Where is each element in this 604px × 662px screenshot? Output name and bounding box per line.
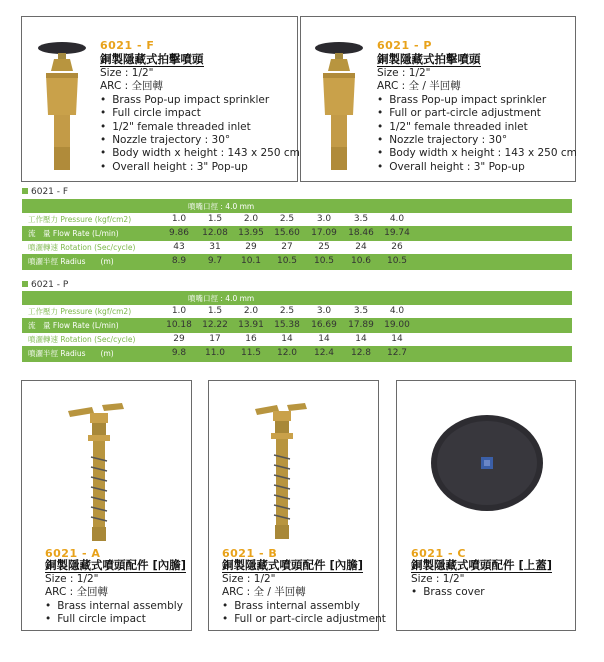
green-square-icon — [22, 188, 28, 194]
product-title: 銅製隱藏式噴頭配件 [內膽] — [45, 558, 187, 572]
table-cell: 1.5 — [207, 214, 223, 224]
table-cell: 17 — [209, 334, 221, 344]
table-cell: 13.91 — [238, 320, 264, 330]
feature-bullet: • Body width x height : 143 x 250 cm — [100, 147, 300, 160]
table-cell: 26 — [391, 242, 403, 252]
table-cell: 11.5 — [240, 348, 262, 358]
table-cell: 43 — [173, 242, 185, 252]
feature-bullet: • Brass Pop-up impact sprinkler — [100, 94, 300, 107]
product-title: 銅製隱藏式拍擊噴頭 — [377, 52, 481, 66]
table-cell: 24 — [355, 242, 367, 252]
size-line: Size : 1/2" — [377, 67, 431, 79]
table-cell: 10.1 — [240, 256, 262, 266]
table-section-label: 6021 - F — [22, 187, 68, 197]
table-cell: 12.7 — [386, 348, 408, 358]
row-label: 工作壓力 Pressure (kgf/cm2) — [28, 307, 132, 316]
row-label: 噴灑轉速 Rotation (Sec/cycle) — [28, 243, 136, 252]
table-cell: 12.22 — [202, 320, 228, 330]
table-cell: 8.9 — [171, 256, 187, 266]
product-spec — [100, 67, 300, 174]
table-cell: 25 — [318, 242, 330, 252]
table-header: 噴嘴口徑 : 4.0 mm — [188, 294, 255, 303]
feature-bullet: • Full circle impact — [45, 613, 183, 626]
table-cell: 9.8 — [171, 348, 187, 358]
table-cell: 13.95 — [238, 228, 264, 238]
table-cell: 10.5 — [313, 256, 335, 266]
table-row — [22, 305, 572, 318]
internal-assembly-image — [58, 397, 138, 547]
table-cell: 17.89 — [348, 320, 374, 330]
table-cell: 1.0 — [171, 306, 187, 316]
feature-bullet: • Nozzle trajectory : 30° — [377, 134, 577, 147]
table-header: 噴嘴口徑 : 4.0 mm — [188, 202, 255, 211]
row-label: 工作壓力 Pressure (kgf/cm2) — [28, 215, 132, 224]
feature-bullet: • Full or part-circle adjustment — [222, 613, 386, 626]
product-code: 6021 - B — [222, 547, 278, 560]
popup-sprinkler-image — [309, 35, 369, 175]
feature-bullet: • Brass Pop-up impact sprinkler — [377, 94, 577, 107]
table-cell: 10.6 — [350, 256, 372, 266]
table-cell: 16 — [245, 334, 257, 344]
product-spec — [222, 573, 386, 627]
product-code: 6021 - F — [100, 39, 155, 52]
product-code: 6021 - C — [411, 547, 466, 560]
product-card-6021-b — [208, 380, 386, 631]
table-cell: 3.5 — [353, 306, 369, 316]
arc-line: ARC : 全 / 半回轉 — [377, 80, 461, 93]
feature-bullet: • Brass internal assembly — [45, 600, 183, 613]
product-code: 6021 - A — [45, 547, 101, 560]
size-line: Size : 1/2" — [45, 573, 99, 585]
table-cell: 9.86 — [168, 228, 190, 238]
feature-bullet: • 1/2" female threaded inlet — [377, 121, 577, 134]
product-title: 銅製隱藏式拍擊噴頭 — [100, 52, 204, 66]
feature-bullet: • Body width x height : 143 x 250 cm — [377, 147, 577, 160]
product-card-6021-f — [21, 16, 298, 182]
row-label: 噴灑半徑 Radius (m) — [28, 349, 114, 358]
table-cell: 9.7 — [207, 256, 223, 266]
product-title: 銅製隱藏式噴頭配件 [內膽] — [222, 558, 364, 572]
table-cell: 3.0 — [316, 214, 332, 224]
row-label: 流 量 Flow Rate (L/min) — [28, 229, 119, 238]
product-spec — [411, 573, 485, 600]
table-cell: 14 — [355, 334, 367, 344]
row-label: 噴灑半徑 Radius (m) — [28, 257, 114, 266]
table-row — [22, 319, 572, 332]
feature-bullet: • Overall height : 3" Pop-up — [100, 161, 300, 174]
table-cell: 14 — [391, 334, 403, 344]
table-cell: 11.0 — [204, 348, 226, 358]
table-cell: 12.8 — [350, 348, 372, 358]
feature-bullet: • Overall height : 3" Pop-up — [377, 161, 577, 174]
table-cell: 4.0 — [389, 306, 405, 316]
table-cell: 29 — [245, 242, 257, 252]
table-cell: 1.5 — [207, 306, 223, 316]
table-cell: 2.5 — [279, 214, 295, 224]
table-cell: 4.0 — [389, 214, 405, 224]
row-label: 噴灑轉速 Rotation (Sec/cycle) — [28, 335, 136, 344]
table-cell: 3.5 — [353, 214, 369, 224]
table-cell: 14 — [318, 334, 330, 344]
table-cell: 15.38 — [274, 320, 300, 330]
table-cell: 18.46 — [348, 228, 374, 238]
table-cell: 10.5 — [276, 256, 298, 266]
performance-table-6021-f — [22, 199, 572, 270]
table-cell: 29 — [173, 334, 185, 344]
product-card-6021-c — [396, 380, 576, 631]
product-card-6021-a — [21, 380, 192, 631]
product-card-6021-p — [300, 16, 576, 182]
table-row — [22, 255, 572, 268]
table-cell: 15.60 — [274, 228, 300, 238]
table-cell: 2.5 — [279, 306, 295, 316]
internal-assembly-image — [241, 395, 321, 545]
feature-bullet: • Full circle impact — [100, 107, 300, 120]
feature-bullet: • 1/2" female threaded inlet — [100, 121, 300, 134]
table-cell: 31 — [209, 242, 221, 252]
size-line: Size : 1/2" — [222, 573, 276, 585]
size-line: Size : 1/2" — [100, 67, 154, 79]
table-cell: 2.0 — [243, 306, 259, 316]
table-cell: 16.69 — [311, 320, 337, 330]
arc-line: ARC : 全回轉 — [100, 80, 163, 93]
table-cell: 27 — [281, 242, 293, 252]
table-cell: 12.0 — [276, 348, 298, 358]
table-section-label: 6021 - P — [22, 280, 68, 290]
brass-cover-image — [429, 413, 545, 513]
size-line: Size : 1/2" — [411, 573, 465, 585]
table-row — [22, 333, 572, 346]
table-row — [22, 227, 572, 240]
arc-line: ARC : 全 / 半回轉 — [222, 586, 306, 599]
feature-bullet: • Brass internal assembly — [222, 600, 386, 613]
product-code: 6021 - P — [377, 39, 432, 52]
table-cell: 17.09 — [311, 228, 337, 238]
table-cell: 12.4 — [313, 348, 335, 358]
table-cell: 10.5 — [386, 256, 408, 266]
feature-bullet: • Nozzle trajectory : 30° — [100, 134, 300, 147]
table-row — [22, 347, 572, 360]
performance-table-6021-p — [22, 291, 572, 362]
feature-bullet: • Full or part-circle adjustment — [377, 107, 577, 120]
row-label: 流 量 Flow Rate (L/min) — [28, 321, 119, 330]
arc-line: ARC : 全回轉 — [45, 586, 108, 599]
table-cell: 3.0 — [316, 306, 332, 316]
green-square-icon — [22, 281, 28, 287]
table-cell: 19.00 — [384, 320, 410, 330]
table-cell: 12.08 — [202, 228, 228, 238]
table-cell: 19.74 — [384, 228, 410, 238]
table-cell: 1.0 — [171, 214, 187, 224]
table-cell: 2.0 — [243, 214, 259, 224]
product-spec — [45, 573, 183, 627]
feature-bullet: • Brass cover — [411, 586, 485, 599]
table-cell: 14 — [281, 334, 293, 344]
table-cell: 10.18 — [166, 320, 192, 330]
table-row — [22, 213, 572, 226]
product-spec — [377, 67, 577, 174]
product-title: 銅製隱藏式噴頭配件 [上蓋] — [411, 558, 553, 572]
table-row — [22, 241, 572, 254]
popup-sprinkler-image — [32, 35, 92, 175]
